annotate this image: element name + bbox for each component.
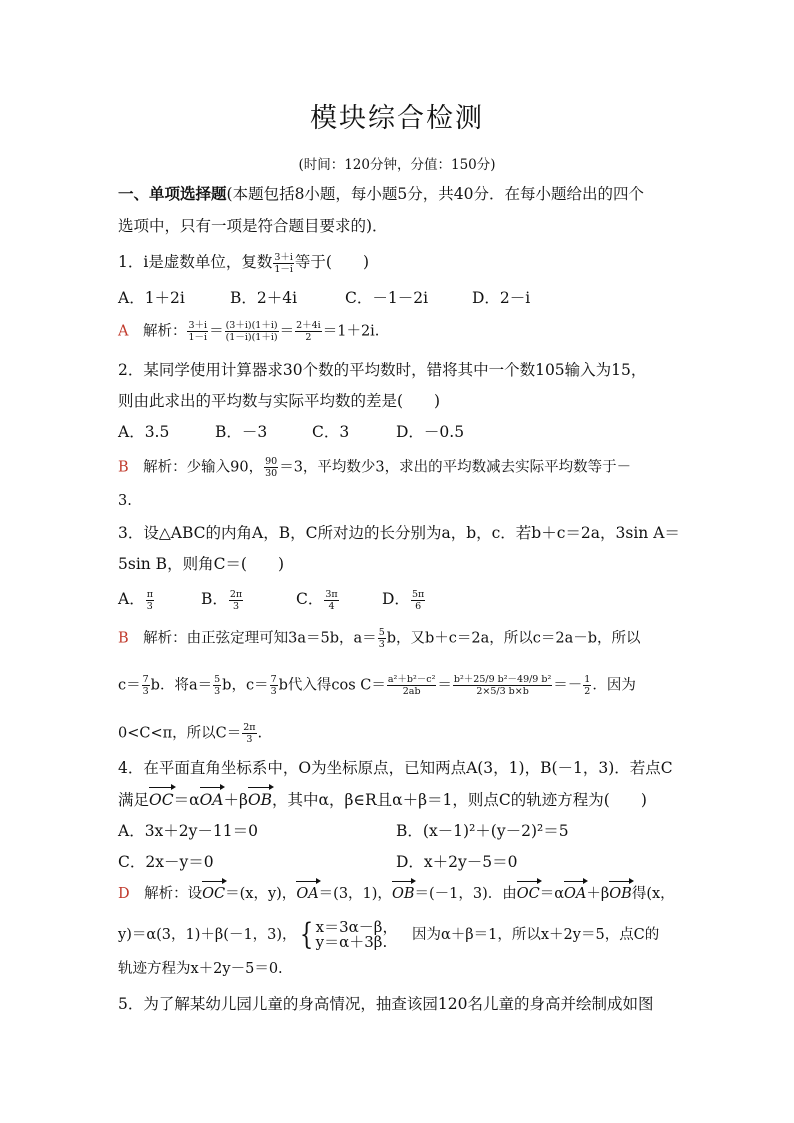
q4-option-b: B．(x－1)²＋(y－2)²＝5	[396, 822, 569, 840]
question-4-line-2: 满足OC＝αOA＋βOB，其中α，β∈R且α＋β＝1，则点C的轨迹方程为( )	[118, 791, 647, 809]
q2-answer: B	[118, 459, 129, 476]
q3-analysis-1: B 解析：由正弦定理可知3a＝5b，a＝ $\frac{5}{3}$ b，又b＋c＝2a，所以c＝2a－b，所以	[118, 627, 641, 650]
section-desc-1: (本题包括8小题，每小题5分，共40分．在每小题给出的四个	[226, 185, 645, 203]
q2-option-a: A．3.5	[118, 423, 170, 441]
q4-option-c: C．2x－y＝0	[118, 853, 214, 871]
q1-option-c: C．－1－2i	[345, 289, 429, 307]
question-2-line-1: 2．某同学使用计算器求30个数的平均数时，错将其中一个数105输入为15，	[118, 361, 647, 379]
q2-analysis: B 解析：少输入90， $\frac{90}{30}$ ＝3，平均数少3，求出的平均数减去实际平均数等于－	[118, 456, 632, 479]
question-4-line-1: 4．在平面直角坐标系中，O为坐标原点，已知两点A(3，1)，B(－1，3)．若点C	[118, 759, 673, 777]
q3-option-b: B． $\frac{2\pi}{3}$	[201, 588, 243, 612]
q1-analysis: A 解析： $\frac{3+i}{1-i}$ ＝ $\frac{(3+i)(1+i)}{(1-i)(1+i)}$ ＝ $\frac{2+4i}{2}$ ＝1＋2i.	[118, 320, 380, 343]
q1-option-a: A．1＋2i	[118, 289, 185, 307]
exam-info: (时间：120分钟，分值：150分)	[298, 157, 496, 173]
q1-option-b: B．2＋4i	[230, 289, 298, 307]
q2-option-b: B．－3	[215, 423, 268, 441]
q3-option-c: C． $\frac{3\pi}{4}$	[296, 588, 338, 612]
question-3-line-1: 3．设△ABC的内角A，B，C所对边的长分别为a，b，c．若b＋c＝2a，3sin A＝	[118, 524, 680, 542]
q2-option-d: D．－0.5	[396, 423, 465, 441]
q1-answer: A	[118, 323, 129, 340]
section-intro	[118, 183, 644, 205]
q4-analysis-2: y)＝α(3，1)＋β(－1，3)，{ x＝3α－β， y＝α＋3β. 因为α＋β＝1，所以x＋2y＝5，点C的	[118, 917, 660, 952]
q2-option-c: C．3	[312, 423, 350, 441]
q3-analysis-2: c＝ $\frac{7}{3}$ b．将a＝ $\frac{5}{3}$ b，c＝ $\frac{7}{3}$ b代入得cos C＝ $\frac{\text{a²＋b²－c²}}{2ab}$ ＝ $\frac{\text{b²＋25/9 b²－49/9 b²}}{2\times 5/3 b\times b}$ ＝－ $\frac{1}{2}$ ．因为	[118, 674, 636, 697]
q3-analysis-3: 0<C<π，所以C＝ $\frac{2\pi}{3}$ .	[118, 722, 263, 745]
section-heading: 一、单项选择题	[118, 184, 227, 203]
question-2-line-2: 则由此求出的平均数与实际平均数的差是( )	[118, 392, 441, 410]
q1-option-d: D．2－i	[472, 289, 531, 307]
question-5-line-1: 5．为了解某幼儿园儿童的身高情况，抽查该园120名儿童的身高并绘制成如图	[118, 995, 654, 1013]
section-desc-2: 选项中，只有一项是符合题目要求的)．	[118, 217, 388, 235]
q4-analysis-3: 轨迹方程为x＋2y－5＝0.	[118, 961, 283, 977]
q4-option-a: A．3x＋2y－11＝0	[118, 822, 258, 840]
q1-stem-end: 等于( )	[294, 253, 370, 271]
q3-option-d: D． $\frac{5\pi}{6}$	[382, 588, 425, 612]
q4-analysis-1: D 解析：设OC＝(x，y)，OA＝(3，1)，OB＝(－1，3)．由OC＝αOA＋βOB得(x，	[118, 883, 675, 905]
question-1	[118, 251, 369, 275]
q3-answer: B	[118, 630, 129, 647]
q4-option-d: D．x＋2y－5＝0	[396, 853, 518, 871]
q2-analysis-end: 3.	[118, 493, 132, 509]
q1-fraction: $\frac{3+i}{1-i}$	[274, 251, 293, 275]
page-title: 模块综合检测	[310, 103, 484, 134]
q3-option-a: A． $\frac{\pi}{3}$	[118, 588, 153, 612]
q4-answer: D	[118, 886, 130, 902]
q1-stem: 1．i是虚数单位，复数	[118, 253, 273, 271]
question-3-line-2: 5sin B，则角C＝( )	[118, 555, 285, 573]
